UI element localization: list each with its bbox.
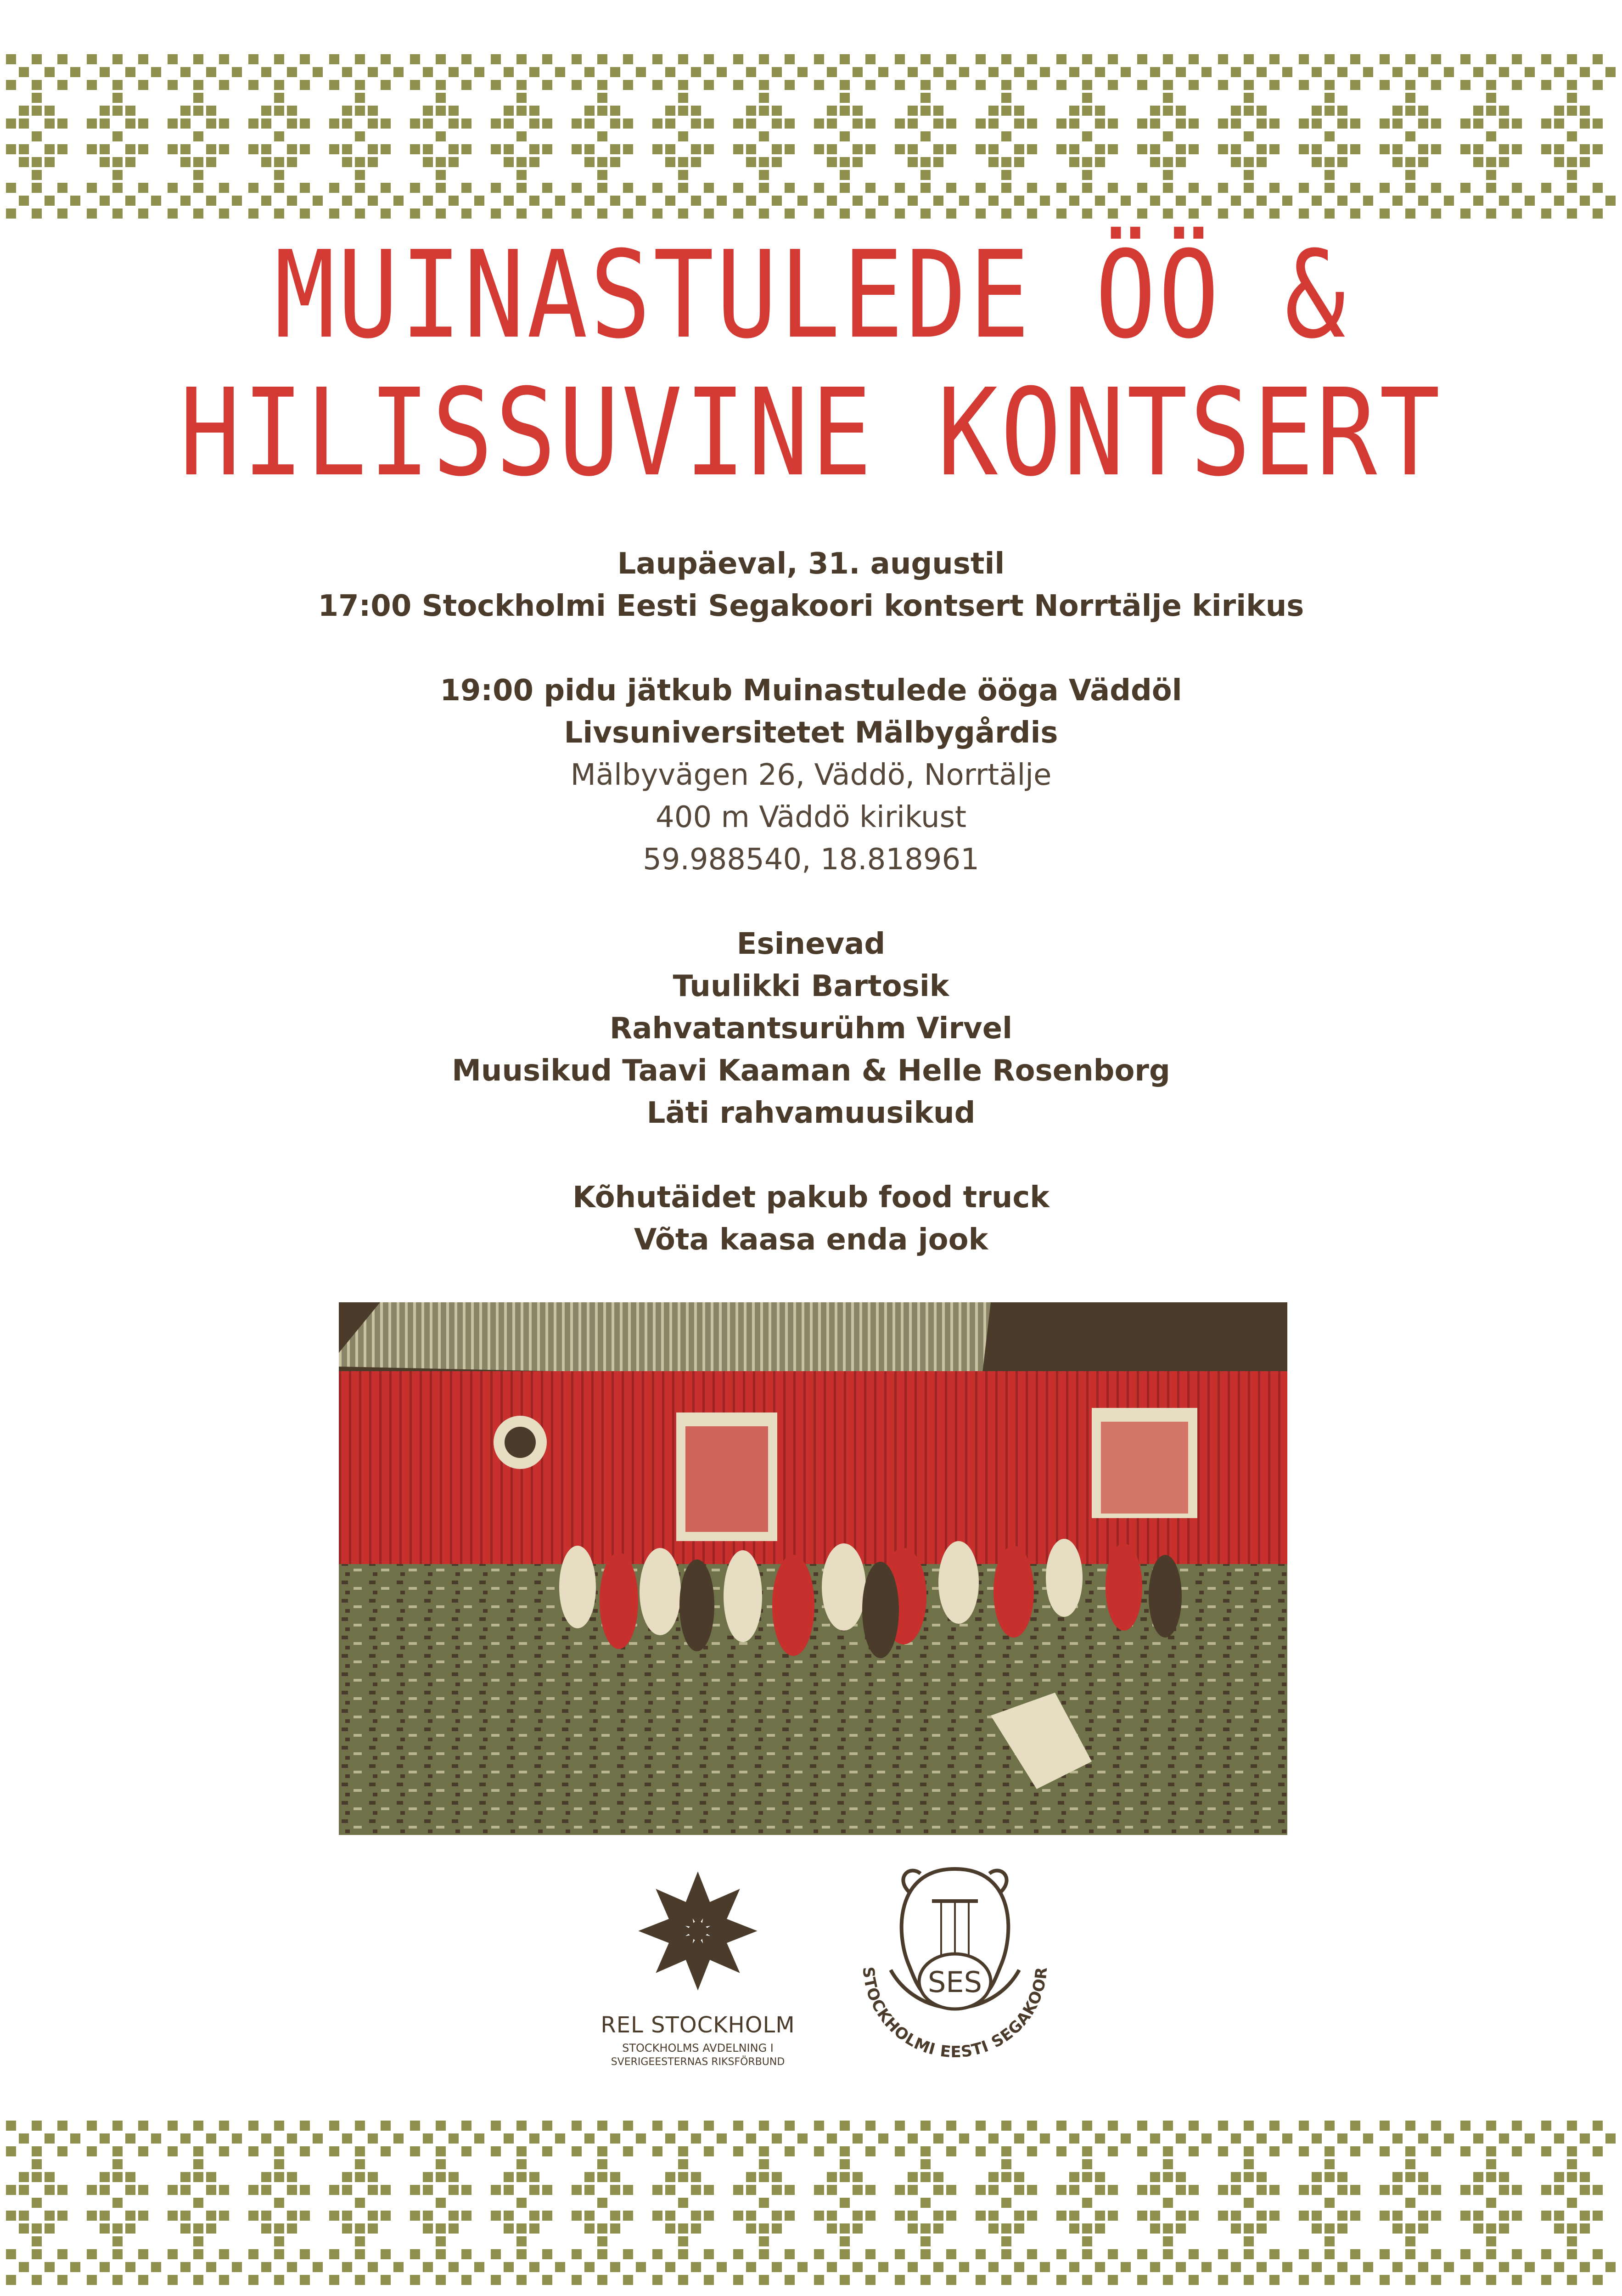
rel-stockholm-subtitle-1: STOCKHOLMS AVDELNING I	[622, 2042, 774, 2054]
folk-pattern-border-top	[0, 46, 1622, 220]
performer-item: Muusikud Taavi Kaaman & Helle Rosenborg	[452, 1054, 1170, 1088]
concert-time: 17:00 Stockholmi Eesti Segakoori kontsert Norrtälje kirikus	[318, 589, 1304, 623]
poster-title-line-1: MUINASTULEDE ÖÖ &	[274, 225, 1348, 365]
poster-title-line-2: HILISSUVINE KONTSERT	[180, 363, 1442, 503]
performer-item: Läti rahvamuusikud	[646, 1096, 976, 1130]
rel-stockholm-subtitle-2: SVERIGEESTERNAS RIKSFÖRBUND	[611, 2056, 785, 2068]
rel-stockholm-name: REL STOCKHOLM	[601, 2012, 795, 2038]
ses-ring-text: STOCKHOLMI EESTI SEGAKOOR	[859, 1966, 1051, 2062]
performers-heading: Esinevad	[736, 927, 886, 961]
stockholmi-eesti-segakoor-logo	[840, 1851, 1070, 2080]
venue-distance: 400 m Väddö kirikust	[656, 800, 966, 834]
eight-point-star-icon	[636, 1869, 760, 1993]
drink-info: Võta kaasa enda jook	[634, 1223, 988, 1257]
event-info	[0, 543, 1622, 1261]
event-photo	[339, 1302, 1287, 1835]
performer-item: Rahvatantsurühm Virvel	[609, 1012, 1013, 1046]
performer-item: Tuulikki Bartosik	[673, 969, 949, 1003]
venue-coordinates: 59.988540, 18.818961	[643, 843, 979, 877]
ses-initials: SES	[928, 1965, 982, 1999]
venue-address: Mälbyvägen 26, Väddö, Norrtälje	[570, 758, 1052, 792]
party-time: 19:00 pidu jätkub Muinastulede ööga Väddöl	[440, 674, 1182, 708]
food-info: Kõhutäidet pakub food truck	[572, 1181, 1050, 1215]
rel-stockholm-logo	[569, 1869, 826, 2085]
folk-pattern-border-bottom	[0, 2112, 1622, 2287]
event-date: Laupäeval, 31. augustil	[617, 547, 1005, 581]
venue-name: Livsuniversitetet Mälbygårdis	[564, 716, 1058, 750]
